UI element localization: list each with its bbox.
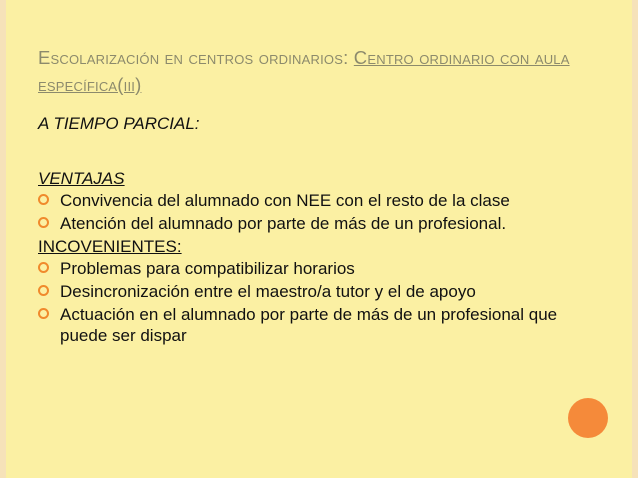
list-item-text: Desincronización entre el maestro/a tutor y el de apoyo — [60, 282, 476, 301]
list-item-text: Convivencia del alumnado con NEE con el resto de la clase — [60, 191, 510, 210]
subtitle: A TIEMPO PARCIAL: — [38, 114, 200, 133]
list-item — [38, 281, 558, 302]
list-item — [38, 213, 558, 234]
slide-body — [38, 112, 558, 348]
list-item — [38, 190, 558, 211]
list-item — [38, 304, 558, 346]
list-item-text: Actuación en el alumnado por parte de más de un profesional que puede ser dispar — [60, 305, 558, 345]
inconvenientes-list — [38, 258, 558, 346]
inconvenientes-heading: INCOVENIENTES: — [38, 237, 182, 256]
title-part-2-underlined: Centro ordinario con aula específica(iii) — [38, 47, 570, 95]
list-item-text: Atención del alumnado por parte de más de un profesional. — [60, 214, 507, 233]
list-item-text: Problemas para compatibilizar horarios — [60, 259, 355, 278]
bullet-icon — [38, 262, 49, 273]
bullet-icon — [38, 194, 49, 205]
slide-title — [38, 44, 598, 98]
title-part-1: Escolarización en centros ordinarios: — [38, 47, 354, 68]
decorative-circle-icon — [568, 398, 608, 438]
right-edge-strip — [632, 0, 638, 478]
list-item — [38, 258, 558, 279]
ventajas-list — [38, 190, 558, 234]
bullet-icon — [38, 308, 49, 319]
bullet-icon — [38, 285, 49, 296]
bullet-icon — [38, 217, 49, 228]
ventajas-heading: VENTAJAS — [38, 169, 125, 188]
